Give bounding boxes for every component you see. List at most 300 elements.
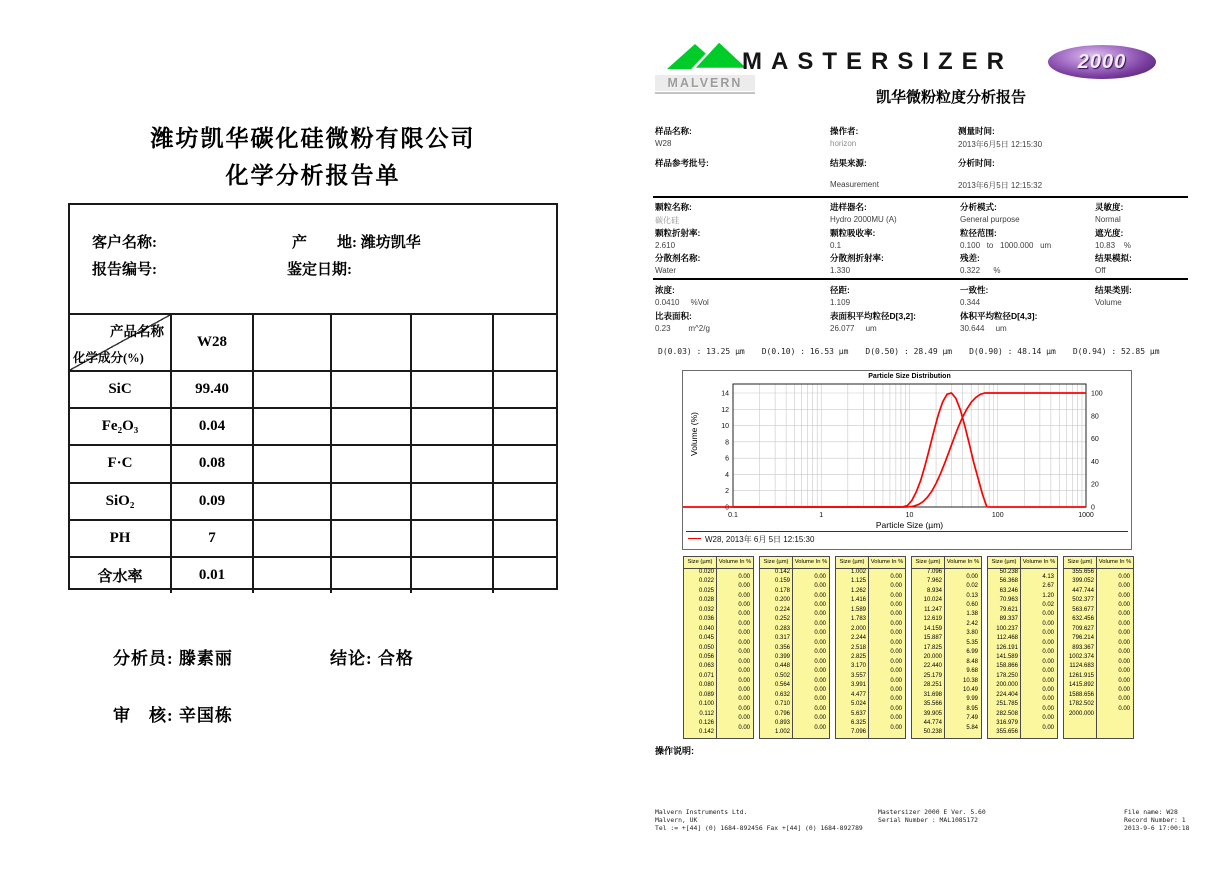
conclusion-signature: [330, 644, 414, 669]
volume-value: 0.00: [890, 658, 902, 665]
size-value: 893.367: [1072, 644, 1094, 651]
size-value: 1588.656: [1068, 691, 1094, 698]
particle-info-section: [655, 201, 1187, 278]
y-left-tick-label: 14: [721, 390, 729, 398]
info-cell: [960, 284, 1095, 310]
volume-value: 0.00: [738, 705, 750, 712]
size-value: 2.244: [850, 635, 866, 642]
size-column: [760, 568, 793, 738]
size-value: 0.159: [774, 578, 790, 585]
info-cell: [1095, 227, 1187, 253]
size-value: 44.774: [923, 720, 942, 726]
y-left-tick-label: 12: [721, 406, 729, 414]
size-value: 14.159: [923, 625, 942, 632]
info-value: 0.344: [960, 298, 981, 307]
component-label-cell: Fe₂O₃: [70, 407, 170, 444]
size-value: 0.112: [699, 710, 714, 717]
component-value-cell: [330, 407, 410, 444]
volume-value: 0.00: [738, 696, 750, 703]
component-value-cell: [252, 482, 330, 519]
info-label: 浓度:: [655, 285, 675, 295]
y-left-tick-label: 2: [725, 488, 729, 496]
analyst-label: 分析员:: [113, 649, 174, 668]
y-right-tick-label: 0: [1091, 504, 1095, 512]
report-title: 化学分析报告单: [225, 163, 401, 188]
volume-value: 0.00: [814, 583, 826, 590]
info-cell: [958, 125, 1188, 157]
volume-value: 0.00: [738, 668, 750, 675]
size-value: 1002.374: [1068, 653, 1094, 660]
footer-line: File name: W28: [1124, 808, 1178, 816]
volume-header-cell: Volume In %: [718, 559, 752, 565]
x-tick-label: 1000: [1078, 512, 1094, 519]
size-column: [684, 568, 717, 738]
size-value: 399.052: [1072, 578, 1094, 585]
conclusion-value: 合格: [377, 649, 414, 668]
volume-value: 10.38: [962, 677, 978, 684]
volume-value: 4.13: [1042, 573, 1054, 580]
volume-header-cell: Volume In %: [794, 559, 828, 565]
size-value: 0.142: [774, 569, 790, 575]
size-column: [836, 568, 869, 738]
volume-column: [1022, 573, 1057, 733]
size-value: 7.096: [926, 569, 942, 575]
info-cell: [958, 157, 1188, 191]
size-column: [988, 568, 1021, 738]
volume-value: 9.68: [966, 668, 978, 675]
component-value-cell: [492, 482, 556, 519]
info-label: 分析时间:: [958, 158, 995, 168]
size-value: 50.238: [923, 729, 942, 736]
size-value: 1124.683: [1069, 663, 1094, 670]
size-value: 63.246: [999, 587, 1018, 594]
date-label: 鉴定日期:: [287, 262, 352, 278]
size-value: 79.621: [999, 606, 1018, 613]
size-value: 31.698: [923, 691, 942, 698]
size-value: 3.170: [850, 663, 866, 670]
size-value: 28.251: [923, 682, 942, 689]
volume-value: 8.48: [966, 658, 978, 665]
volume-value: 0.00: [1118, 658, 1130, 665]
y-right-tick-label: 60: [1091, 436, 1099, 444]
size-value: 251.785: [996, 701, 1018, 708]
component-value-cell: [330, 556, 410, 593]
d-value-item: D(0.50) : 28.49 µm: [865, 347, 953, 356]
volume-value: 0.00: [890, 696, 902, 703]
volume-header-cell: Volume In %: [870, 559, 904, 565]
info-cell: [960, 227, 1095, 253]
report-no-field: [92, 258, 157, 279]
x-tick-label: 1: [819, 512, 824, 519]
y-right-tick-label: 80: [1091, 413, 1099, 421]
info-label: 比表面积:: [655, 311, 692, 321]
size-value: 178.250: [996, 672, 1018, 679]
separator-line-2: [653, 278, 1188, 280]
size-value: 25.179: [923, 672, 942, 679]
volume-value: 0.00: [1118, 639, 1130, 646]
component-label-cell: F·C: [70, 444, 170, 481]
component-value-cell: [252, 444, 330, 481]
info-label: 样品参考批号:: [655, 158, 709, 168]
x-tick-label: 100: [991, 512, 1004, 519]
size-table-group: [759, 556, 830, 739]
analyst-signature: [113, 644, 233, 669]
info-label: 分析模式:: [960, 202, 997, 212]
volume-column: [946, 573, 981, 733]
size-value: 1.416: [850, 597, 866, 604]
volume-value: 0.00: [814, 677, 826, 684]
info-value: 30.644 um: [960, 324, 1007, 333]
info-value: Hydro 2000MU (A): [830, 215, 897, 224]
volume-value: 0.00: [1042, 705, 1054, 712]
volume-value: 0.00: [890, 573, 902, 580]
size-value: 0.063: [698, 663, 714, 670]
info-value: General purpose: [960, 215, 1020, 224]
info-value: Measurement: [830, 180, 879, 189]
malvern-logo: [655, 38, 755, 94]
size-value: 141.589: [996, 653, 1018, 660]
volume-value: 0.00: [1042, 696, 1054, 703]
corner-product-label: 产品名称: [110, 324, 164, 339]
volume-value: 0.00: [1042, 639, 1054, 646]
reviewer-name: 辛国栋: [178, 706, 233, 725]
info-label: 操作者:: [830, 126, 859, 136]
volume-value: 0.00: [814, 668, 826, 675]
footer-line: Serial Number : MAL1085172: [878, 816, 979, 824]
mastersizer-title: MASTERSIZER: [742, 48, 1014, 75]
component-value-cell: 0.08: [170, 444, 252, 481]
size-value: 2000.000: [1068, 710, 1094, 717]
info-label: 分散剂折射率:: [830, 253, 884, 263]
volume-value: 0.00: [1118, 630, 1130, 637]
size-value: 1415.892: [1068, 682, 1094, 689]
size-value: 12.619: [923, 616, 942, 623]
info-cell: [830, 310, 960, 336]
volume-value: 0.00: [966, 573, 978, 580]
product-header-cell: [330, 315, 410, 370]
info-value: 2013年6月5日 12:15:30: [958, 140, 1043, 149]
volume-value: 0.00: [814, 696, 826, 703]
volume-value: 0.00: [814, 611, 826, 618]
size-table-group: [1063, 556, 1134, 739]
size-header-cell: Size (µm): [912, 557, 945, 568]
volume-value: 7.49: [966, 715, 978, 722]
size-value: 0.564: [774, 682, 790, 689]
info-cell: [1095, 252, 1187, 278]
volume-value: 0.00: [738, 583, 750, 590]
info-label: 结果来源:: [830, 158, 867, 168]
result-info-section: [655, 284, 1187, 336]
component-value-cell: [330, 519, 410, 556]
chart-x-axis-label: Particle Size (µm): [875, 520, 944, 530]
component-value-cell: [492, 519, 556, 556]
volume-value: 0.00: [1118, 677, 1130, 684]
footer-line: Record Number: 1: [1124, 816, 1186, 824]
info-label: 样品名称:: [655, 126, 692, 136]
volume-value: 1.20: [1042, 592, 1054, 599]
reviewer-signature: [113, 701, 233, 726]
volume-column: [870, 573, 905, 733]
info-cell: [1095, 284, 1187, 310]
volume-value: 10.49: [962, 686, 978, 693]
size-header-cell: Size (µm): [684, 557, 717, 568]
volume-value: 0.00: [738, 686, 750, 693]
component-value-cell: [252, 556, 330, 593]
customer-name-label: 客户名称:: [92, 235, 157, 251]
size-value: 0.632: [774, 691, 790, 698]
y-left-tick-label: 0: [725, 504, 729, 512]
volume-value: 2.42: [966, 620, 978, 627]
volume-value: 0.00: [814, 705, 826, 712]
size-value: 0.399: [774, 653, 790, 660]
size-table-group: [911, 556, 982, 739]
chem-report-box: [68, 203, 558, 590]
info-label: 颗粒名称:: [655, 202, 692, 212]
size-value: 0.089: [698, 691, 714, 698]
component-value-cell: [410, 482, 492, 519]
volume-value: 0.00: [890, 611, 902, 618]
size-column: [1064, 568, 1097, 738]
size-value: 0.080: [698, 682, 714, 689]
size-value: 3.991: [850, 682, 866, 689]
size-value: 0.056: [698, 653, 714, 660]
info-cell: [830, 284, 960, 310]
volume-value: 0.00: [1042, 686, 1054, 693]
size-header-cell: Size (µm): [1064, 557, 1097, 568]
footer-line: 2013-9-6 17:00:18: [1124, 824, 1190, 832]
volume-value: 0.02: [966, 583, 978, 590]
info-label: 灵敏度:: [1095, 202, 1124, 212]
size-value: 2.000: [850, 625, 866, 632]
volume-value: 0.00: [738, 649, 750, 656]
size-value: 0.028: [698, 597, 714, 604]
volume-value: 0.00: [738, 611, 750, 618]
report-no-label: 报告编号:: [92, 262, 157, 278]
y-left-tick-label: 10: [721, 423, 729, 431]
footer-instrument-info: [878, 808, 986, 824]
volume-value: 0.00: [890, 583, 902, 590]
volume-value: 9.99: [966, 696, 978, 703]
info-value: 0.23 m^2/g: [655, 324, 710, 333]
malvern-logo-wordmark: MALVERN: [655, 75, 755, 91]
component-label-cell: 含水率: [70, 556, 170, 593]
info-label: 结果类别:: [1095, 285, 1132, 295]
component-value-cell: [410, 370, 492, 407]
info-label: 残差:: [960, 253, 980, 263]
info-cell: [1095, 201, 1187, 227]
info-cell: [830, 201, 960, 227]
size-value: 0.200: [774, 597, 790, 604]
volume-value: 0.00: [738, 592, 750, 599]
info-label: 进样器名:: [830, 202, 867, 212]
size-value: 7.962: [926, 578, 942, 585]
size-value: 447.744: [1072, 587, 1094, 594]
size-distribution-table: [683, 556, 1134, 739]
volume-value: 0.00: [814, 630, 826, 637]
volume-value: 0.00: [814, 715, 826, 722]
volume-value: 0.00: [890, 602, 902, 608]
component-value-cell: [330, 444, 410, 481]
footer-line: Malvern Instruments Ltd.: [655, 808, 748, 816]
size-value: 502.377: [1072, 597, 1094, 604]
info-label: 粒径范围:: [960, 227, 997, 238]
y-left-tick-label: 6: [725, 455, 729, 463]
volume-value: 0.00: [890, 686, 902, 693]
size-value: 7.096: [850, 729, 866, 736]
chart-gridlines: [733, 384, 1086, 507]
info-value: Water: [655, 266, 677, 275]
volume-value: 0.00: [738, 639, 750, 646]
volume-value: 0.00: [890, 677, 902, 684]
volume-value: 0.00: [738, 620, 750, 627]
volume-column: [1098, 573, 1133, 715]
size-value: 6.325: [850, 720, 866, 726]
component-value-cell: [252, 370, 330, 407]
size-value: 0.022: [698, 578, 714, 585]
particle-size-chart: [682, 370, 1132, 550]
info-cell: [960, 201, 1095, 227]
info-value: 0.322 %: [960, 266, 1001, 275]
size-value: 112.468: [996, 635, 1018, 642]
origin-field: [292, 231, 421, 252]
info-value: W28: [655, 139, 672, 148]
y-left-tick-label: 4: [725, 471, 729, 479]
y-left-tick-label: 8: [725, 439, 729, 447]
d-value-item: D(0.10) : 16.53 µm: [761, 347, 849, 356]
size-value: 2.518: [850, 644, 866, 651]
component-value-cell: [410, 407, 492, 444]
size-value: 632.456: [1072, 616, 1094, 623]
volume-value: 8.95: [966, 705, 978, 712]
size-value: 0.071: [698, 672, 714, 679]
component-value-cell: [492, 370, 556, 407]
d-value-item: D(0.90) : 48.14 µm: [969, 347, 1056, 356]
component-value-cell: 7: [170, 519, 252, 556]
size-value: 563.677: [1072, 606, 1094, 613]
product-header-cell: W28: [170, 315, 252, 370]
size-value: 22.440: [923, 663, 942, 670]
origin-value: 潍坊凯华: [360, 235, 421, 251]
size-value: 1.125: [850, 578, 866, 585]
operator-notes-label: 操作说明:: [655, 746, 694, 756]
info-cell: [655, 227, 830, 253]
size-value: 0.040: [698, 625, 714, 632]
info-cell: [1095, 310, 1187, 336]
size-value: 0.283: [774, 625, 790, 632]
volume-value: 0.00: [814, 573, 826, 580]
info-label: 颗粒折射率:: [655, 227, 701, 238]
component-value-cell: [410, 556, 492, 593]
volume-value: 0.00: [814, 639, 826, 646]
volume-column: [794, 573, 829, 733]
info-value: 碳化硅: [655, 216, 679, 225]
info-cell: [830, 227, 960, 253]
size-value: 0.224: [774, 606, 790, 613]
size-value: 0.317: [774, 635, 790, 642]
d-percentile-values: [658, 347, 1192, 356]
volume-value: 0.00: [814, 602, 826, 608]
component-value-cell: [492, 444, 556, 481]
size-value: 355.656: [996, 729, 1018, 736]
chart-plot-svg: [683, 371, 1131, 529]
size-value: 3.557: [850, 672, 866, 679]
footer-line: Mastersizer 2000 E Ver. 5.60: [878, 808, 986, 816]
analyst-name: 滕素丽: [178, 649, 233, 668]
size-value: 0.032: [698, 606, 714, 613]
size-value: 89.337: [999, 616, 1018, 623]
corner-component-label: 化学成分(%): [73, 351, 144, 365]
volume-header-cell: Volume In %: [1098, 559, 1132, 565]
volume-value: 0.60: [966, 602, 978, 608]
size-value: 0.710: [774, 701, 790, 708]
volume-value: 0.00: [1042, 649, 1054, 656]
size-value: 1.002: [850, 569, 866, 575]
component-label-cell: SiO₂: [70, 482, 170, 519]
size-value: 0.356: [774, 644, 790, 651]
volume-value: 0.00: [738, 602, 750, 608]
info-cell: [655, 125, 830, 157]
volume-value: 5.84: [966, 724, 978, 731]
size-value: 0.178: [774, 587, 790, 594]
size-value: 39.905: [923, 710, 942, 717]
volume-value: 0.00: [890, 639, 902, 646]
volume-value: 0.00: [1042, 658, 1054, 665]
size-value: 11.247: [924, 606, 942, 613]
info-label: 一致性:: [960, 285, 989, 295]
size-value: 50.238: [999, 569, 1018, 575]
volume-value: 0.00: [890, 715, 902, 722]
info-value: 26.077 um: [830, 324, 877, 333]
size-value: 0.448: [774, 663, 790, 670]
size-table-group: [683, 556, 754, 739]
info-label: 遮光度:: [1095, 227, 1124, 238]
volume-value: 0.00: [1118, 573, 1130, 580]
volume-value: 1.38: [966, 611, 978, 618]
customer-name-field: [92, 231, 157, 252]
volume-value: 0.00: [738, 658, 750, 665]
info-label: 体积平均粒径D[4,3]:: [960, 311, 1038, 321]
x-tick-label: 10: [905, 512, 914, 519]
component-label-cell: PH: [70, 519, 170, 556]
info-label: 结果模拟:: [1095, 253, 1132, 263]
info-cell: [655, 310, 830, 336]
cumulative-curve: [683, 390, 1086, 507]
info-value: 0.100 to 1000.000 um: [960, 240, 1052, 250]
size-value: 282.508: [996, 710, 1018, 717]
size-column: [912, 568, 945, 738]
x-tick-label: 0.1: [728, 512, 738, 519]
info-value: Volume: [1095, 298, 1122, 307]
volume-value: 0.00: [738, 677, 750, 684]
volume-value: 0.00: [814, 649, 826, 656]
info-cell: [830, 252, 960, 278]
info-cell: [960, 310, 1095, 336]
volume-value: 0.00: [890, 668, 902, 675]
size-value: 316.979: [996, 720, 1018, 726]
size-value: 0.502: [774, 672, 790, 679]
volume-value: 0.00: [890, 630, 902, 637]
legend-text: W28, 2013年 6月 5日 12:15:30: [705, 535, 815, 544]
info-value: 2013年6月5日 12:15:32: [958, 181, 1043, 190]
footer-line: Tel := +[44] (0) 1684-892456 Fax +[44] (0) 1684-892789: [655, 824, 863, 832]
component-value-cell: [252, 519, 330, 556]
info-value: 0.0410 %Vol: [655, 298, 709, 307]
component-value-cell: 0.04: [170, 407, 252, 444]
d-value-item: D(0.03) : 13.25 µm: [658, 347, 745, 356]
origin-label: 产 地:: [292, 235, 357, 251]
volume-value: 0.00: [1118, 686, 1130, 693]
malvern-tagline-microtext: [655, 92, 755, 94]
